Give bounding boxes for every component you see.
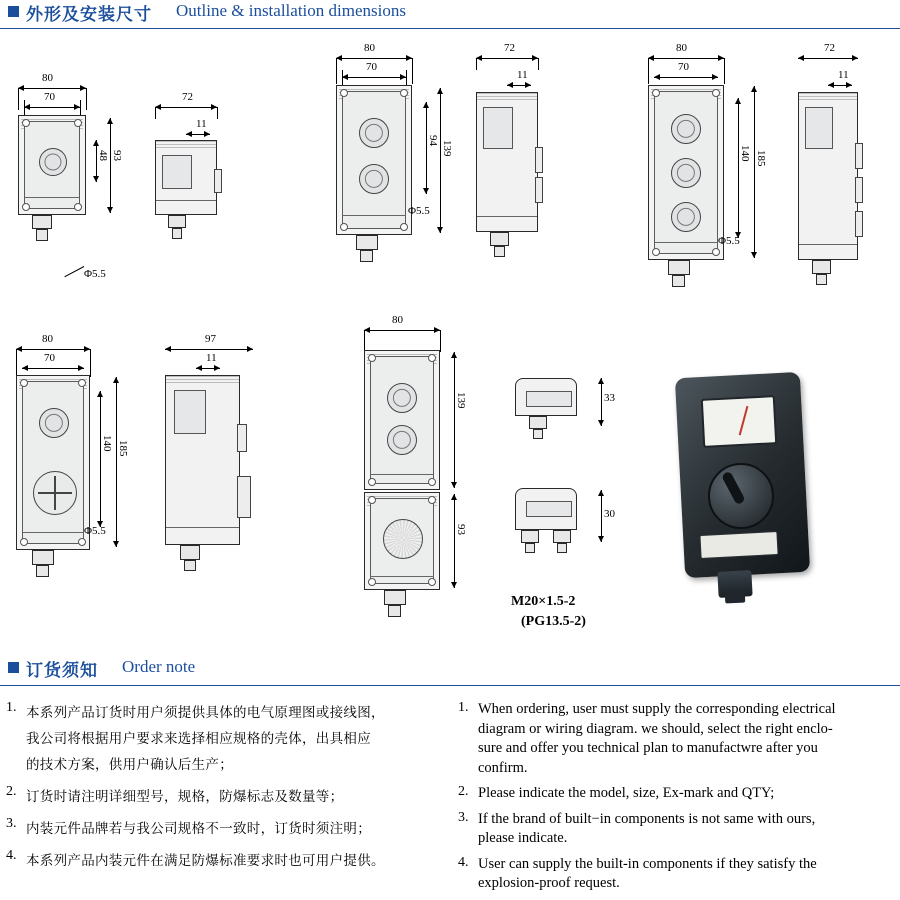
drawing-2-button-box [318,40,578,300]
note-number: 2. [6,784,17,799]
drawing-5-stacked-box [350,312,520,592]
dim-hole-d2: Φ5.5 [408,205,430,217]
dim-93-d1: 93 [111,150,123,161]
cable-gland [356,235,378,250]
list-item [6,700,426,778]
dim-80-d2: 80 [364,42,375,54]
divider [0,28,900,29]
bullet-square-icon [8,662,19,673]
note-number: 2. [458,784,469,799]
dim-hole-d3: Φ5.5 [718,235,740,247]
dim-30-d6: 30 [604,508,615,520]
enclosure-side-view [155,140,217,215]
thread-spec-2: (PG13.5-2) [521,614,586,629]
dim-140-d3: 140 [739,145,751,162]
note-text: If the brand of built−in components is not same with ours, please indicate. [478,810,816,846]
dim-11-d2: 11 [517,69,528,81]
dim-97-d4: 97 [205,333,216,345]
dim-line [18,88,86,89]
enclosure-side-view [476,92,538,232]
push-button-icon [387,383,417,413]
enclosure-front-view [16,375,90,550]
note-text: 本系列产品内装元件在满足防爆标准要求时也可用户提供。 [26,853,385,869]
push-button-icon [387,425,417,455]
dim-line [24,107,80,108]
dim-72-d3: 72 [824,42,835,54]
dim-48-d1: 48 [97,150,109,161]
order-note-english [458,700,898,900]
dim-33-d6: 33 [604,392,615,404]
push-button-icon [359,164,389,194]
note-text: 订货时请注明详细型号，规格，防爆标志及数量等； [26,789,344,805]
enclosure-front-view-lower [364,492,440,590]
push-button-icon [359,118,389,148]
enclosure-front-view-upper [364,350,440,490]
dim-hole-d1: Φ5.5 [84,268,106,280]
dim-94-d2: 94 [427,135,439,146]
dim-11-d1: 11 [196,118,207,130]
cable-gland [32,550,54,565]
enclosure-side-view [798,92,858,260]
list-item [6,848,426,874]
dim-139-d2: 139 [441,140,453,157]
dim-80-d4: 80 [42,333,53,345]
dim-72-d1: 72 [182,91,193,103]
section1-title-en: Outline & installation dimensions [176,1,406,20]
note-number: 4. [6,848,17,863]
dim-70-d2: 70 [366,61,377,73]
list-item [458,700,898,778]
note-number: 4. [458,854,469,870]
push-button-icon [671,114,701,144]
cable-gland-tip [36,229,48,241]
list-item [6,784,426,810]
section2-title-en: Order note [122,657,196,676]
thread-spec-1: M20×1.5-2 [511,594,576,609]
enclosure-front-view [648,85,724,260]
enclosure-front-view [18,115,86,215]
divider [0,685,900,686]
dim-185-d3: 185 [755,150,767,167]
section2-title-cn: 订货须知 [26,661,98,681]
push-button-icon [671,202,701,232]
meter-gauge-icon [701,395,777,448]
nameplate [699,531,778,559]
push-button-icon [39,408,69,438]
cable-gland-tip-photo [725,590,746,603]
note-number: 3. [6,816,17,831]
push-button-icon [671,158,701,188]
enclosure-side-view [165,375,240,545]
note-number: 1. [458,700,469,715]
drawing-6-gland-detail [505,370,685,640]
list-item [458,810,898,849]
cable-gland [668,260,690,275]
dim-80-d1: 80 [42,72,53,84]
drawing-3-button-box [630,40,900,310]
dim-70-d3: 70 [678,61,689,73]
drawing-4-selector-box [0,325,300,595]
cable-gland [384,590,406,605]
product-photo [680,375,860,625]
note-text: 内装元件品牌若与我公司规格不一致时，订货时须注明； [26,821,371,837]
note-text: Please indicate the model, size, Ex-mark and QTY; [478,785,775,801]
bullet-square-icon [8,6,19,17]
drawing-1-button-box [0,70,250,285]
dim-72-d2: 72 [504,42,515,54]
note-text: When ordering, user must supply the corresponding electrical diagram or wiring diagram. we should, select the right enclo- sure and offer you technical plan to manufactwre after you confirm. [478,701,836,776]
dim-93-d5: 93 [455,524,467,535]
enclosure-front-view [336,85,412,235]
dim-139-d5: 139 [455,392,467,409]
list-item [6,816,426,842]
list-item [458,784,898,804]
dim-140-d4: 140 [101,435,113,452]
dim-hole-d4: Φ5.5 [84,525,106,537]
dim-11-d4: 11 [206,352,217,364]
dim-80-d5: 80 [392,314,403,326]
cable-gland [32,215,52,229]
dim-185-d4: 185 [117,440,129,457]
selector-switch-icon [33,471,77,515]
dim-70-d4: 70 [44,352,55,364]
dim-80-d3: 80 [676,42,687,54]
rotary-switch-icon [383,519,423,559]
note-text: 本系列产品订货时用户须提供具体的电气原理图或接线图， 我公司将根据用户要求来选择相应规格的壳体，出具相应 的技术方案，供用户确认后生产； [26,705,385,773]
note-text: User can supply the built-in components if they satisfy the explosion-proof request. [478,855,817,891]
dim-70-d1: 70 [44,91,55,103]
note-number: 1. [6,700,17,715]
gland-body-lower [515,488,577,530]
dim-11-d3: 11 [838,69,849,81]
push-button-icon [39,148,67,176]
section1-title-cn: 外形及安装尺寸 [26,5,152,25]
order-note-chinese [6,700,426,880]
note-number: 3. [458,809,469,825]
gland-body-upper [515,378,577,416]
